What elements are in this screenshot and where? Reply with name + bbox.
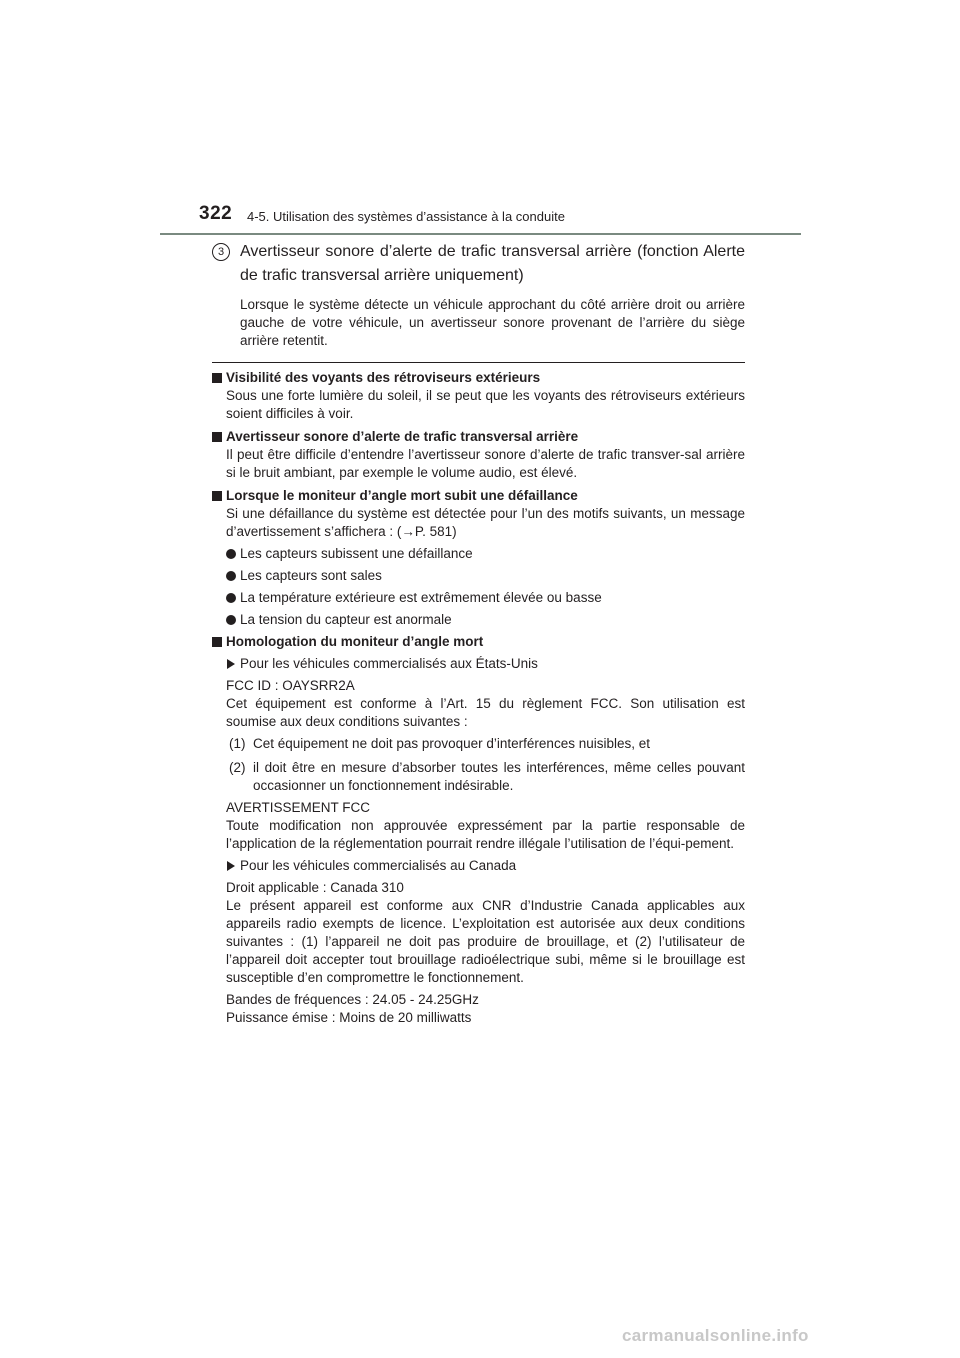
section-visibility	[212, 369, 745, 423]
list-item: Les capteurs subissent une défaillance	[212, 545, 745, 563]
section-divider	[212, 362, 745, 363]
section-heading: Homologation du moniteur d’angle mort	[226, 634, 484, 649]
section-certification	[212, 633, 745, 1027]
round-bullet-icon	[226, 615, 236, 625]
section-body: Si une défaillance du système est détectée pour l’un des motifs suivants, un message d’avertissement s’affichera : (→P. 581)	[226, 506, 745, 539]
square-bullet-icon	[212, 637, 222, 647]
us-heading: Pour les véhicules commercialisés aux États-Unis	[212, 655, 745, 673]
fcc-text: Cet équipement est conforme à l’Art. 15 du règlement FCC. Son utilisation est soumise aux deux conditions suivantes :	[226, 696, 745, 729]
square-bullet-icon	[212, 373, 222, 383]
arrow-right-icon	[227, 861, 235, 871]
fcc-id: FCC ID : OAYSRR2A	[226, 678, 355, 693]
round-bullet-icon	[226, 593, 236, 603]
circled-number-3: 3	[212, 243, 230, 261]
canada-text: Le présent appareil est conforme aux CNR d’Industrie Canada applicables aux appareils radio exempts de licence. L’exploitation est autorisée aux deux conditions suivantes : (1) l’appareil ne doit pas produire de brouillage, et (2) l’utilisateur de l’appareil doit accepter tout brouillage radioélectrique subi, même si le brouillage est susceptible d’en compromettre le fonctionnement.	[226, 898, 745, 985]
section-heading: Lorsque le moniteur d’angle mort subit une défaillance	[226, 488, 578, 503]
fcc-warning-text: Toute modification non approuvée expressément par la partie responsable de l’application de la réglementation pourrait rendre illégale l’utilisation de l’équi-pement.	[226, 818, 745, 851]
item-3	[212, 240, 745, 350]
round-bullet-icon	[226, 549, 236, 559]
fcc-warning-title: AVERTISSEMENT FCC	[226, 800, 371, 815]
section-heading: Visibilité des voyants des rétroviseurs extérieurs	[226, 370, 541, 385]
header-divider	[160, 233, 801, 235]
list-item: Les capteurs sont sales	[212, 567, 745, 585]
canada-law: Droit applicable : Canada 310	[226, 880, 404, 895]
page-header	[199, 203, 801, 233]
section-malfunction	[212, 487, 745, 629]
section-title: 4-5. Utilisation des systèmes d’assistance à la conduite	[247, 209, 565, 224]
section-body: Il peut être difficile d’entendre l’avertisseur sonore d’alerte de trafic transver-sal arrière si le bruit ambiant, par exemple le volume audio, est élevé.	[226, 447, 745, 480]
section-heading: Avertisseur sonore d’alerte de trafic transversal arrière	[226, 429, 579, 444]
list-item: La température extérieure est extrêmement élevée ou basse	[212, 589, 745, 607]
canada-heading: Pour les véhicules commercialisés au Canada	[212, 857, 745, 875]
section-body: Sous une forte lumière du soleil, il se peut que les voyants des rétroviseurs extérieurs soient difficiles à voir.	[226, 388, 745, 421]
arrow-right-icon	[227, 659, 235, 669]
item-3-title: Avertisseur sonore d’alerte de trafic transversal arrière (fonction Alerte de trafic transversal arrière uniquement)	[240, 243, 745, 284]
section-rcta-buzzer	[212, 428, 745, 482]
page-content	[212, 240, 745, 1027]
list-item: La tension du capteur est anormale	[212, 611, 745, 629]
item-3-body: Lorsque le système détecte un véhicule approchant du côté arrière droit ou arrière gauche de votre véhicule, un avertisseur sonore provenant de l’arrière du siège arrière retentit.	[240, 297, 745, 348]
page-number: 322	[199, 203, 233, 224]
watermark: carmanualsonline.info	[622, 1326, 809, 1345]
emitted-power: Puissance émise : Moins de 20 milliwatts	[226, 1010, 472, 1025]
square-bullet-icon	[212, 432, 222, 442]
round-bullet-icon	[226, 571, 236, 581]
condition-item: (2) il doit être en mesure d’absorber toutes les interférences, même celles pouvant occasionner un fonctionnement indésirable.	[229, 760, 745, 793]
condition-item: (1) Cet équipement ne doit pas provoquer d’interférences nuisibles, et	[229, 736, 650, 751]
square-bullet-icon	[212, 491, 222, 501]
frequency-bands: Bandes de fréquences : 24.05 - 24.25GHz	[226, 992, 479, 1007]
